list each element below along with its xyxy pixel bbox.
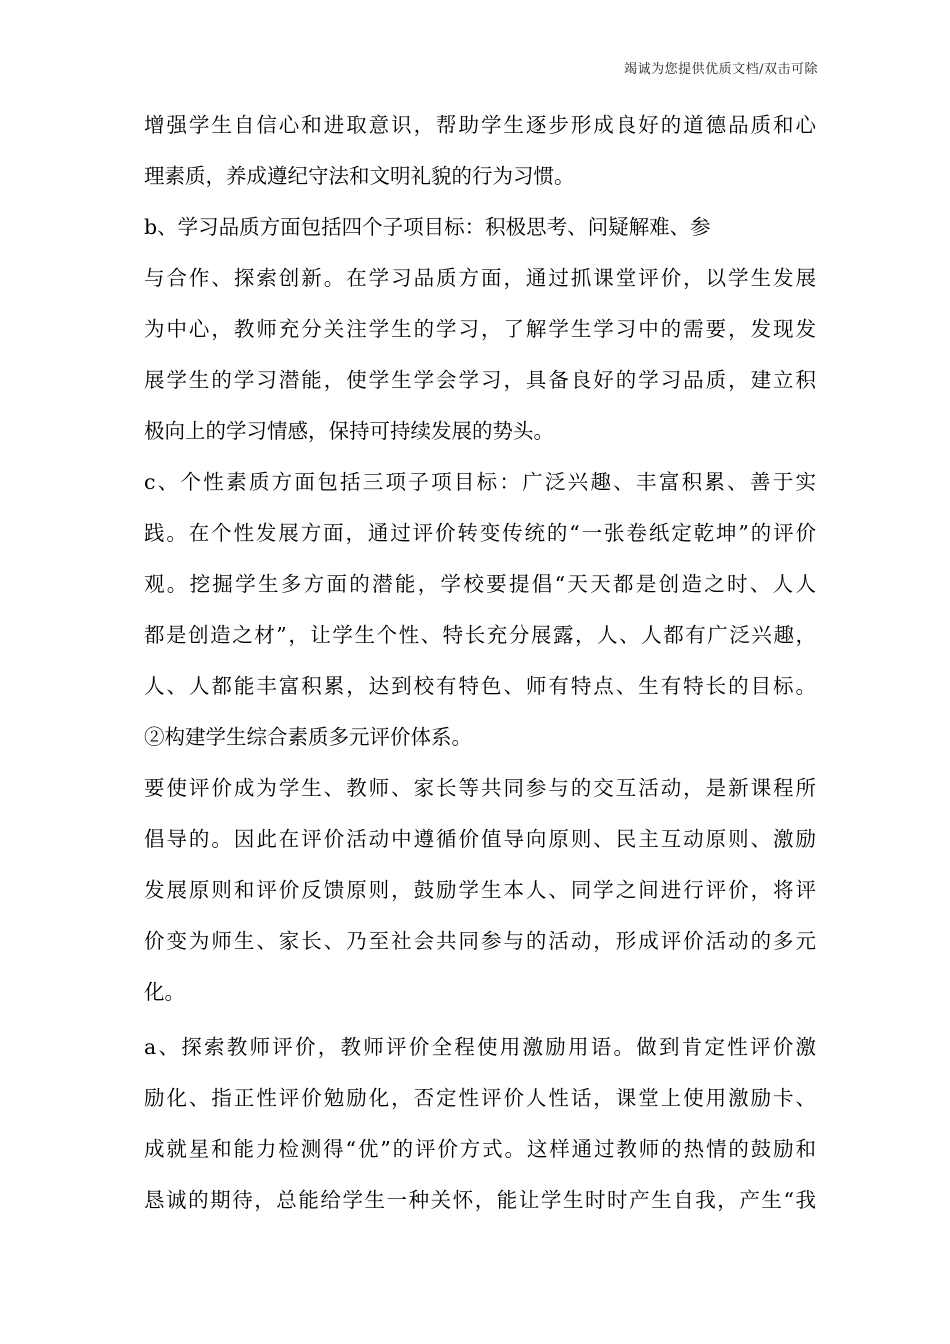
- document-body: [144, 100, 816, 1226]
- text-line: 人、人都能丰富积累，达到校有特色、师有特点、生有特长的目标。: [144, 674, 816, 698]
- text-line: a、探索教师评价，教师评价全程使用激励用语。做到肯定性评价激: [144, 1035, 816, 1059]
- text-line: 价变为师生、家长、乃至社会共同参与的活动，形成评价活动的多元: [144, 929, 816, 953]
- text-line: ②构建学生综合素质多元评价体系。: [144, 725, 472, 749]
- text-line: 成就星和能力检测得“优”的评价方式。这样通过教师的热情的鼓励和: [144, 1137, 816, 1161]
- text-line: b、学习品质方面包括四个子项目标：积极思考、问疑解难、参: [144, 215, 711, 239]
- text-line: c、个性素质方面包括三项子项目标：广泛兴趣、丰富积累、善于实: [144, 470, 816, 494]
- text-line: 与合作、探索创新。在学习品质方面，通过抓课堂评价，以学生发展: [144, 266, 816, 290]
- text-line: 观。挖掘学生多方面的潜能，学校要提倡“天天都是创造之时、人人: [144, 572, 816, 596]
- text-line: 展学生的学习潜能，使学生学会学习，具备良好的学习品质，建立积: [144, 368, 816, 392]
- header-note: 竭诚为您提供优质文档/双击可除: [624, 62, 818, 77]
- text-line: 化。: [144, 980, 185, 1004]
- text-line: 发展原则和评价反馈原则，鼓励学生本人、同学之间进行评价，将评: [144, 878, 816, 902]
- text-line: 要使评价成为学生、教师、家长等共同参与的交互活动，是新课程所: [144, 776, 816, 800]
- text-line: 都是创造之材”，让学生个性、特长充分展露，人、人都有广泛兴趣，: [144, 623, 816, 647]
- text-line: 理素质，养成遵纪守法和文明礼貌的行为习惯。: [144, 164, 575, 188]
- text-line: 励化、指正性评价勉励化，否定性评价人性话，课堂上使用激励卡、: [144, 1086, 816, 1110]
- text-line: 倡导的。因此在评价活动中遵循价值导向原则、民主互动原则、激励: [144, 827, 816, 851]
- text-line: 增强学生自信心和进取意识，帮助学生逐步形成良好的道德品质和心: [144, 113, 816, 137]
- text-line: 极向上的学习情感，保持可持续发展的势头。: [144, 419, 554, 443]
- text-line: 践。在个性发展方面，通过评价转变传统的“一张卷纸定乾坤”的评价: [144, 521, 816, 545]
- text-line: 恳诚的期待，总能给学生一种关怀，能让学生时时产生自我，产生“我: [144, 1188, 816, 1212]
- text-line: 为中心，教师充分关注学生的学习，了解学生学习中的需要，发现发: [144, 317, 816, 341]
